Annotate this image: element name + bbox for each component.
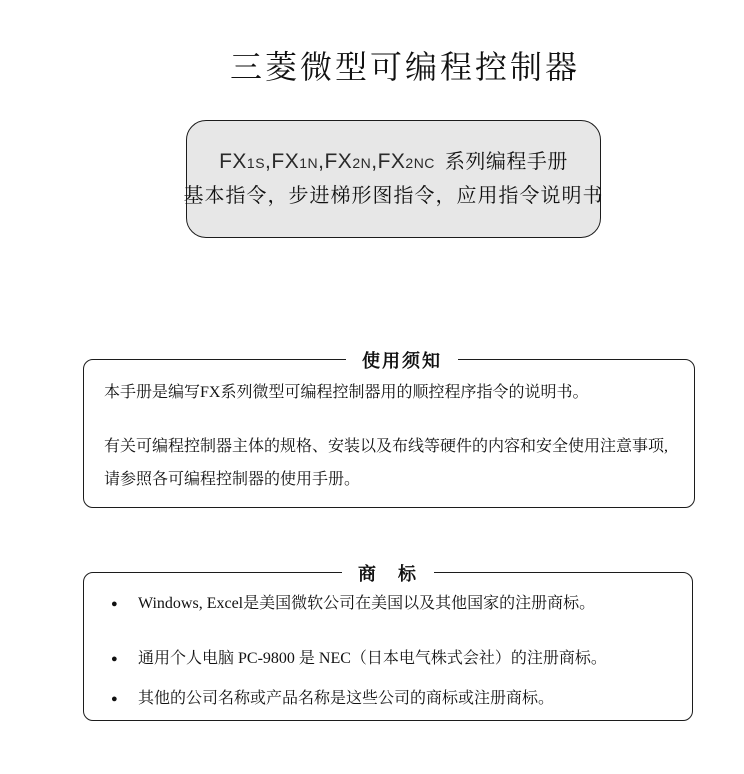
product-series-line (219, 145, 568, 180)
series-suffix-text: 系列编程手册 (444, 151, 568, 173)
trademark-box (83, 564, 693, 721)
model-number: 2NC (405, 155, 435, 171)
series-model (324, 151, 377, 173)
bullet-icon: ● (111, 693, 118, 705)
usage-notice-body (84, 360, 694, 496)
bullet-icon: ● (111, 598, 118, 610)
model-prefix: FX (219, 150, 247, 173)
model-prefix: FX (271, 150, 300, 173)
model-separator: , (318, 150, 325, 173)
trademark-item-text: Windows, Excel是美国微软公司在美国以及其他国家的注册商标。 (138, 595, 596, 612)
page-title: 三菱微型可编程控制器 (229, 49, 580, 86)
product-subtitle: 基本指令，步进梯形图指令，应用指令说明书 (183, 185, 604, 207)
model-prefix: FX (324, 150, 353, 173)
series-model (378, 151, 435, 173)
model-number: 1S (246, 155, 266, 171)
model-separator: , (265, 150, 272, 173)
trademark-list (84, 573, 692, 710)
usage-notice-title: 使用须知 (346, 347, 458, 373)
trademark-item-text: 其他的公司名称或产品名称是这些公司的商标或注册商标。 (138, 690, 555, 707)
trademark-item-text: 通用个人电脑 PC-9800 是 NEC（日本电气株式会社）的注册商标。 (138, 650, 607, 667)
model-number: 1N (299, 155, 319, 171)
notice-paragraph: 本手册是编写FX系列微型可编程控制器用的顺控程序指令的说明书。 (104, 384, 589, 401)
series-model (271, 151, 324, 173)
model-number: 2N (352, 155, 372, 171)
model-prefix: FX (377, 150, 406, 173)
usage-notice-box (83, 351, 695, 508)
trademark-item (111, 593, 682, 615)
trademark-title: 商 标 (342, 560, 434, 586)
trademark-item (111, 688, 682, 710)
product-series-box (183, 120, 604, 238)
trademark-item (111, 648, 682, 670)
notice-paragraph: 有关可编程控制器主体的规格、安装以及布线等硬件的内容和安全使用注意事项, 请参照各可编程控制器的使用手册。 (104, 438, 669, 488)
series-model (219, 151, 271, 173)
model-separator: , (371, 150, 378, 173)
bullet-icon: ● (111, 653, 118, 665)
